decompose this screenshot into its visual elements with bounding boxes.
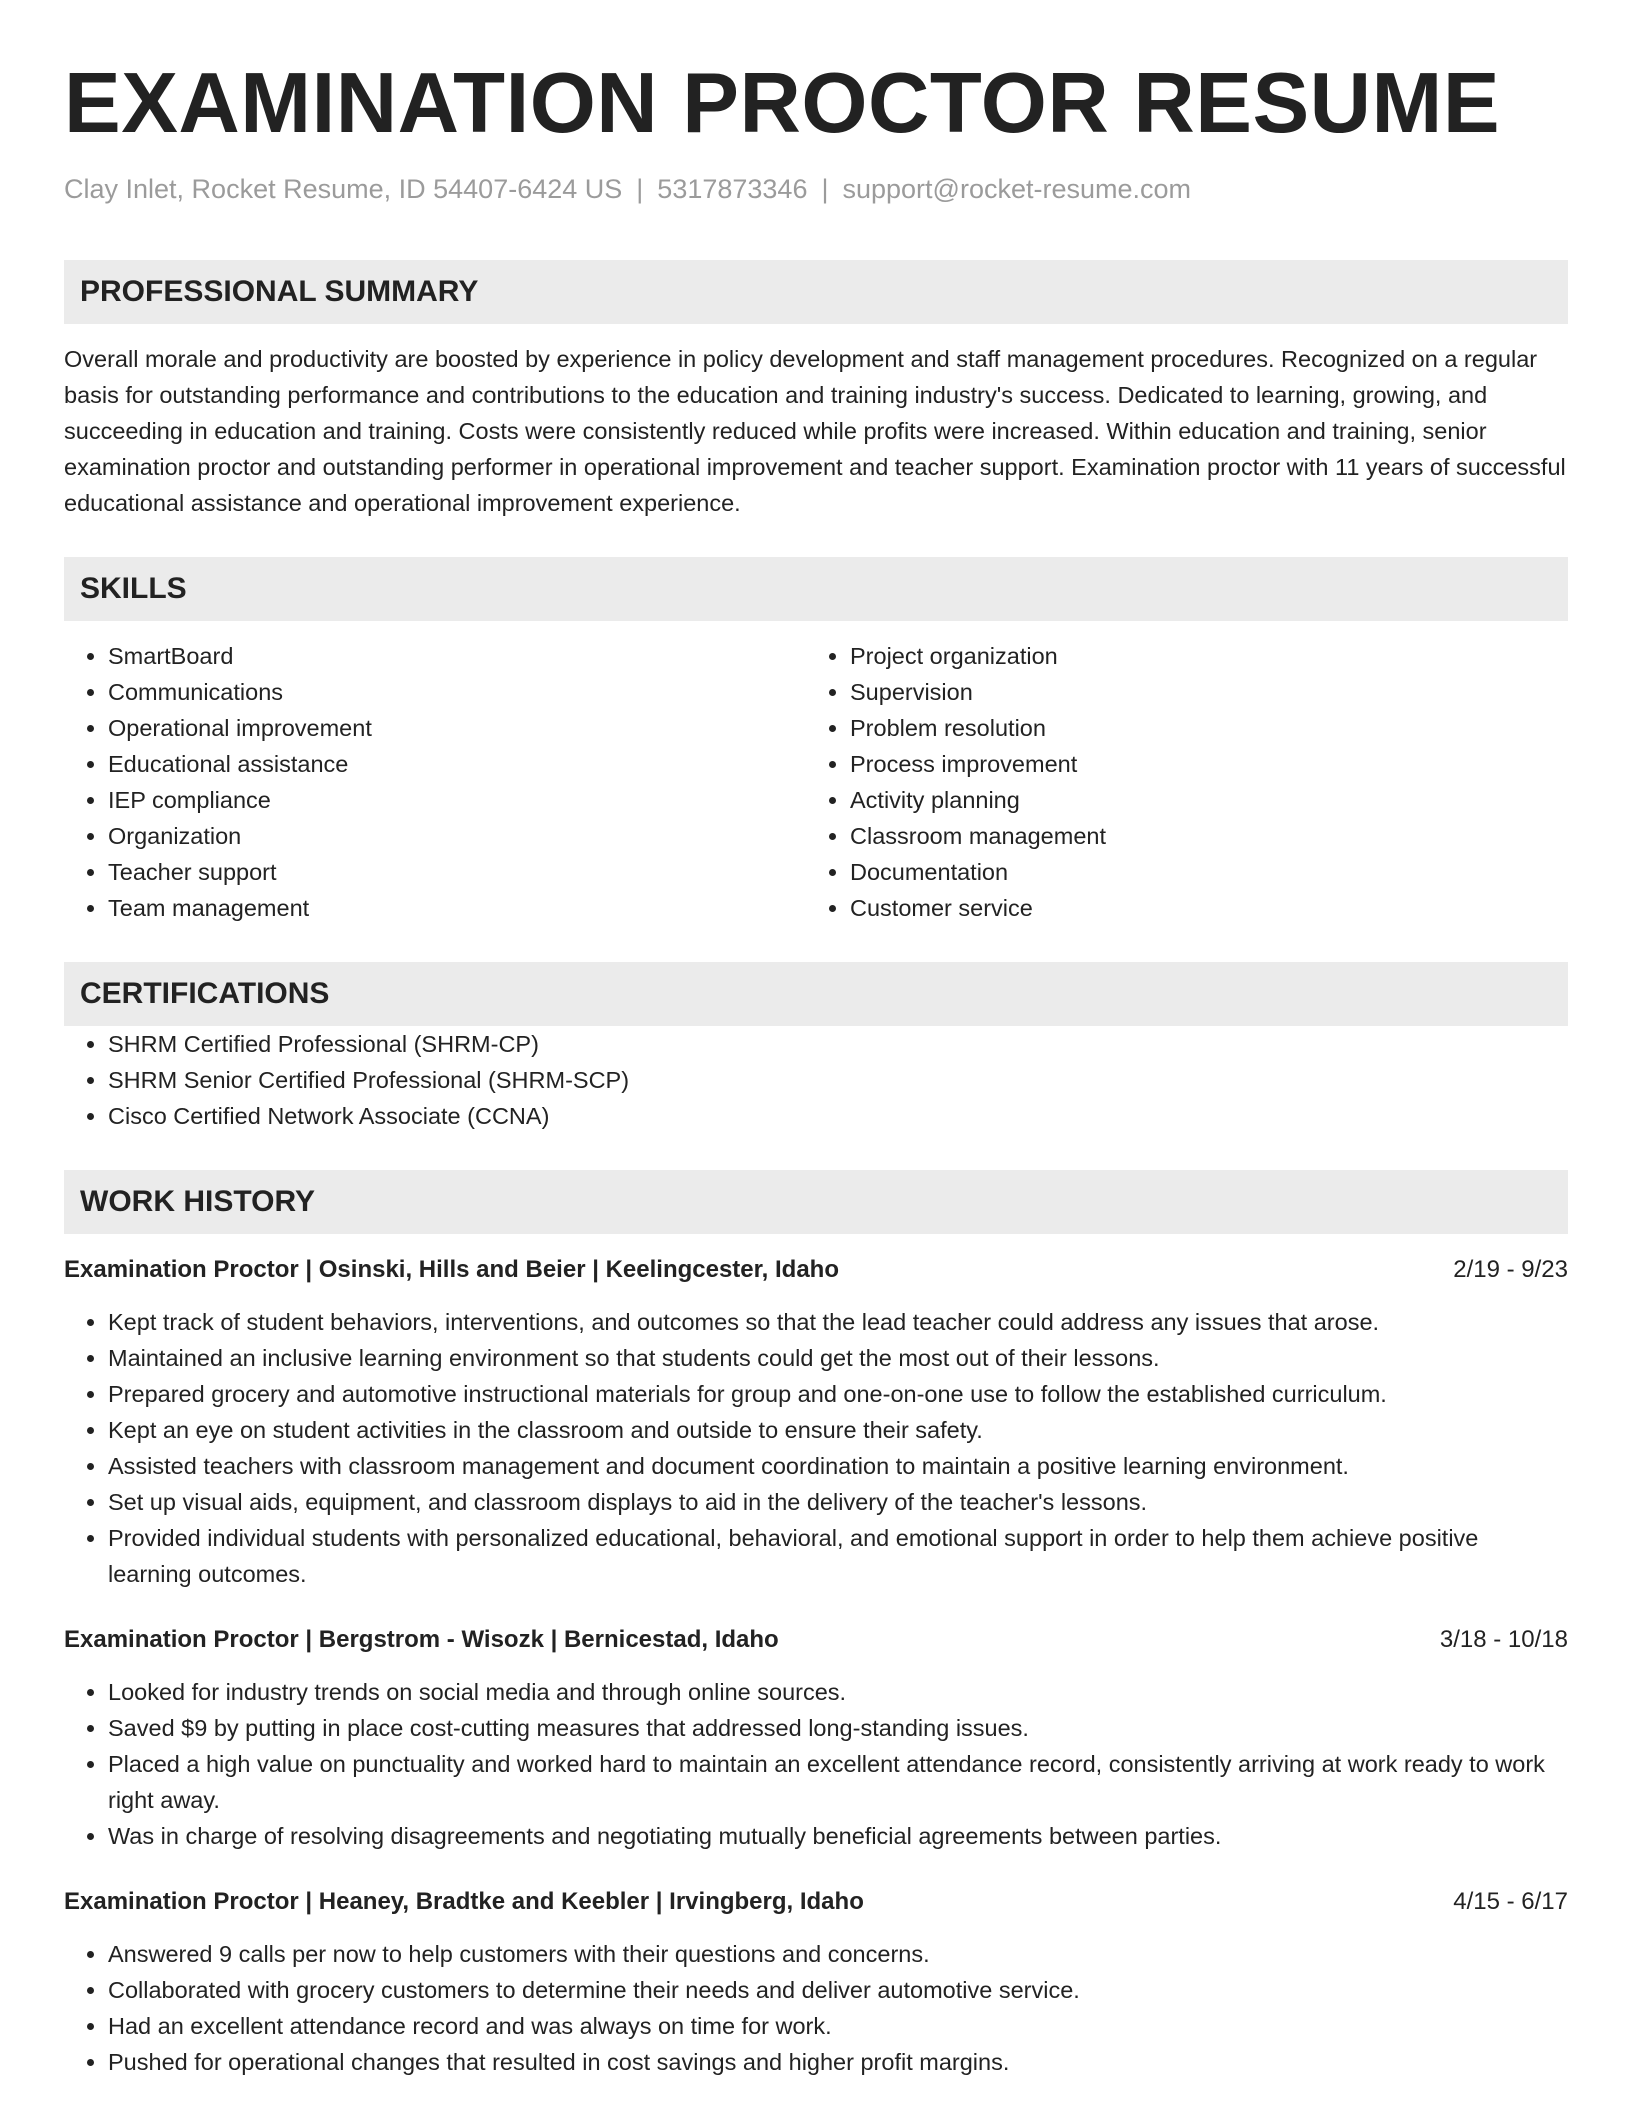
skill-item: • Process improvement bbox=[850, 746, 1548, 782]
skill-item: • Educational assistance bbox=[108, 746, 806, 782]
section-heading-work-history: WORK HISTORY bbox=[64, 1170, 1568, 1234]
skill-item: • Operational improvement bbox=[108, 710, 806, 746]
job-dates: 4/15 - 6/17 bbox=[1453, 1888, 1568, 1915]
job-header bbox=[64, 1884, 1568, 1920]
skills-list-right bbox=[806, 638, 1548, 926]
contact-separator: | bbox=[636, 174, 644, 204]
certification-item: • SHRM Senior Certified Professional (SHRM-SCP) bbox=[108, 1062, 1568, 1098]
contact-phone: 5317873346 bbox=[657, 174, 808, 204]
skill-item: • Teacher support bbox=[108, 854, 806, 890]
skill-item: • Project organization bbox=[850, 638, 1548, 674]
skill-item: • Activity planning bbox=[850, 782, 1548, 818]
job-dates: 3/18 - 10/18 bbox=[1439, 1626, 1568, 1653]
summary-text: Overall morale and productivity are boosted by experience in policy development and staff management procedures. Recognized on a regular basis for outstanding performance and contributions to the education and training industry's success. Dedicated to learning, growing, and succeeding in education and training. Costs were consistently reduced while profits were increased. Within education and training, senior examination proctor and outstanding performer in operational improvement and teacher support. Examination proctor with 11 years of successful educational assistance and operational improvement experience. bbox=[64, 346, 1566, 516]
job-dates: 2/19 - 9/23 bbox=[1453, 1256, 1568, 1283]
contact-email: support@rocket-resume.com bbox=[842, 174, 1192, 204]
job-title: Examination Proctor | Osinski, Hills and Beier | Keelingcester, Idaho bbox=[64, 1256, 839, 1283]
skill-item: • Communications bbox=[108, 674, 806, 710]
job-bullets bbox=[64, 1936, 1568, 2080]
job-bullet: • Assisted teachers with classroom management and document coordination to maintain a positive learning environment. bbox=[108, 1448, 1568, 1484]
skill-item: • IEP compliance bbox=[108, 782, 806, 818]
job-bullets bbox=[64, 1674, 1568, 1854]
certification-item: • Cisco Certified Network Associate (CCNA) bbox=[108, 1098, 1568, 1134]
skills-list-left bbox=[64, 638, 806, 926]
resume-title: EXAMINATION PROCTOR RESUME bbox=[64, 56, 1501, 151]
job-entry bbox=[64, 1622, 1568, 1854]
skill-item: • Supervision bbox=[850, 674, 1548, 710]
contact-separator: | bbox=[821, 174, 829, 204]
job-bullets bbox=[64, 1304, 1568, 1592]
section-heading-summary: PROFESSIONAL SUMMARY bbox=[64, 260, 1568, 324]
job-bullet: • Set up visual aids, equipment, and classroom displays to aid in the delivery of the teacher's lessons. bbox=[108, 1484, 1568, 1520]
job-entry bbox=[64, 1252, 1568, 1592]
section-heading-skills: SKILLS bbox=[64, 557, 1568, 621]
skill-item: • Customer service bbox=[850, 890, 1548, 926]
contact-address: Clay Inlet, Rocket Resume, ID 54407-6424 US bbox=[64, 174, 623, 204]
contact-line bbox=[64, 172, 1568, 206]
job-title: Examination Proctor | Heaney, Bradtke and Keebler | Irvingberg, Idaho bbox=[64, 1888, 864, 1915]
skill-item: • Problem resolution bbox=[850, 710, 1548, 746]
skill-item: • SmartBoard bbox=[108, 638, 806, 674]
job-bullet: • Looked for industry trends on social media and through online sources. bbox=[108, 1674, 1568, 1710]
job-bullet: • Was in charge of resolving disagreements and negotiating mutually beneficial agreements between parties. bbox=[108, 1818, 1568, 1854]
job-header bbox=[64, 1252, 1568, 1288]
skill-item: • Documentation bbox=[850, 854, 1548, 890]
job-entry bbox=[64, 1884, 1568, 2080]
skill-item: • Organization bbox=[108, 818, 806, 854]
job-bullet: • Kept an eye on student activities in the classroom and outside to ensure their safety. bbox=[108, 1412, 1568, 1448]
section-heading-certifications: CERTIFICATIONS bbox=[64, 962, 1568, 1026]
skill-item: • Team management bbox=[108, 890, 806, 926]
job-bullet: • Collaborated with grocery customers to determine their needs and deliver automotive service. bbox=[108, 1972, 1568, 2008]
job-bullet: • Provided individual students with personalized educational, behavioral, and emotional support in order to help them achieve positive learning outcomes. bbox=[108, 1520, 1568, 1592]
resume-page bbox=[64, 0, 1568, 2080]
job-bullet: • Prepared grocery and automotive instructional materials for group and one-on-one use to follow the established curriculum. bbox=[108, 1376, 1568, 1412]
job-bullet: • Answered 9 calls per now to help customers with their questions and concerns. bbox=[108, 1936, 1568, 1972]
job-bullet: • Placed a high value on punctuality and worked hard to maintain an excellent attendance record, consistently arriving at work ready to work right away. bbox=[108, 1746, 1568, 1818]
certifications-list bbox=[64, 1026, 1568, 1134]
job-bullet: • Maintained an inclusive learning environment so that students could get the most out of their lessons. bbox=[108, 1340, 1568, 1376]
job-bullet: • Kept track of student behaviors, interventions, and outcomes so that the lead teacher could address any issues that arose. bbox=[108, 1304, 1568, 1340]
skills-columns bbox=[64, 638, 1568, 926]
skill-item: • Classroom management bbox=[850, 818, 1548, 854]
job-title: Examination Proctor | Bergstrom - Wisozk | Bernicestad, Idaho bbox=[64, 1626, 779, 1653]
job-bullet: • Saved $9 by putting in place cost-cutting measures that addressed long-standing issues. bbox=[108, 1710, 1568, 1746]
job-bullet: • Had an excellent attendance record and was always on time for work. bbox=[108, 2008, 1568, 2044]
job-bullet: • Pushed for operational changes that resulted in cost savings and higher profit margins. bbox=[108, 2044, 1568, 2080]
certification-item: • SHRM Certified Professional (SHRM-CP) bbox=[108, 1026, 1568, 1062]
job-header bbox=[64, 1622, 1568, 1658]
